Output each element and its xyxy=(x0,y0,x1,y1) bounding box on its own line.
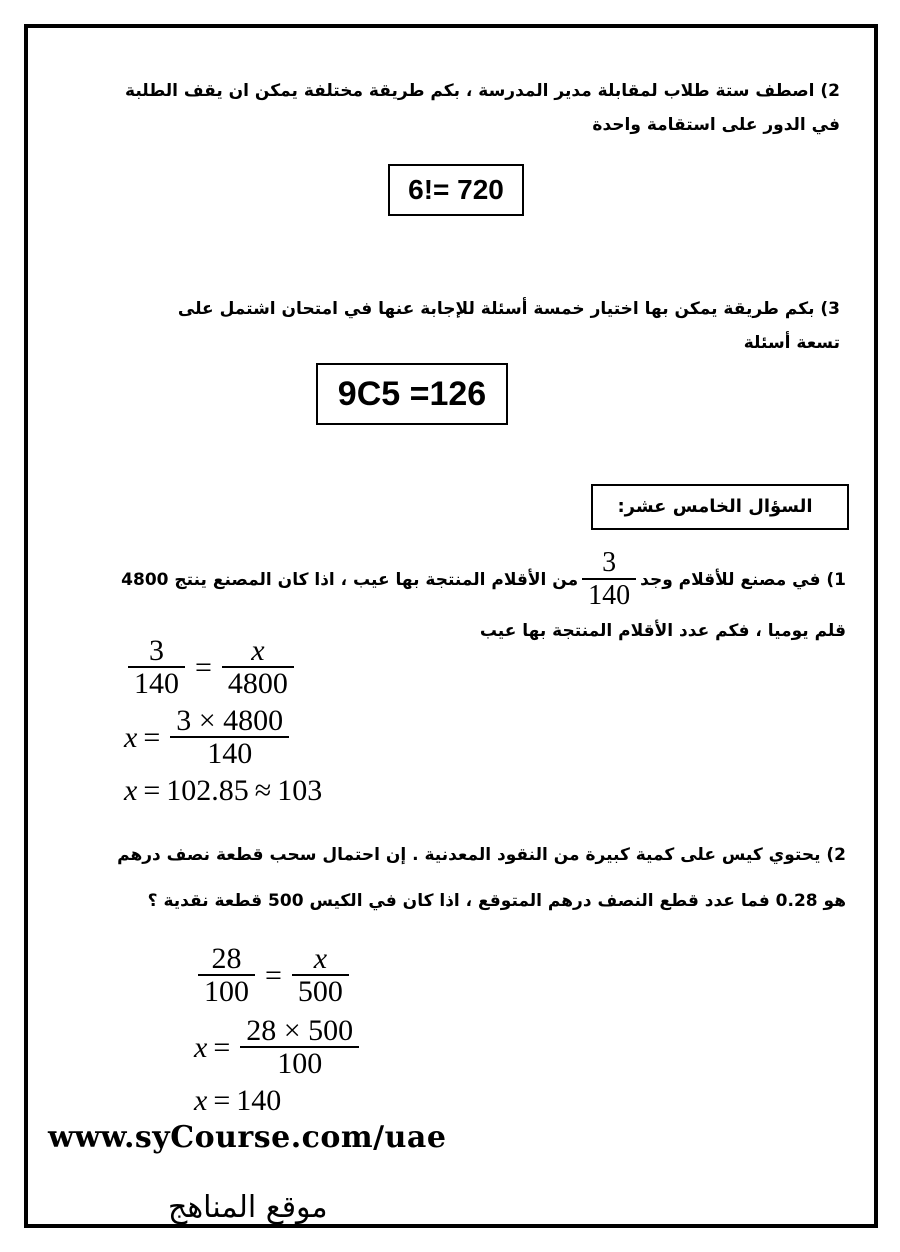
problem-1-text-a: 1) في مصنع للأقلام وجد xyxy=(640,570,846,590)
problem-2-solution xyxy=(194,942,363,1120)
question-3-text: 3) بكم طريقة يمكن بها اختيار خمسة أسئلة للإجابة عنها في امتحان اشتمل على تسعة أسئلة xyxy=(177,299,840,353)
p2-eq3: x = 140 xyxy=(194,1084,282,1117)
problem-1-solution xyxy=(124,634,323,810)
problem-2-text: 2) يحتوي كيس على كمية كبيرة من النقود المعدنية . إن احتمال سحب قطعة نصف درهم هو 0.28 فما عدد قطع النصف درهم المتوقع ، اذا كان في الكيس 500 قطعة نقدية ؟ xyxy=(117,845,846,911)
fraction-numerator: 3 xyxy=(602,547,617,578)
problem-1-line1 xyxy=(40,544,846,616)
watermark-arabic: موقع المناهج xyxy=(168,1190,328,1225)
p1-eq1: $\frac{3}{140}$ = $\frac{x}{4800}$ xyxy=(124,638,322,698)
section-title: السؤال الخامس عشر: xyxy=(591,484,849,530)
problem-1-text-b: من الأقلام المنتجة بها عيب ، اذا كان المصنع ينتج 4800 xyxy=(121,570,579,590)
answer-box-q3: 9C5 =126 xyxy=(316,363,508,425)
p1-eq2: x = $\frac{3 \times 4800}{140}$ xyxy=(124,708,322,768)
answer-box-q2: 6!= 720 xyxy=(388,164,524,216)
watermark-url: www.syCourse.com/uae xyxy=(48,1120,447,1155)
problem-1-line2: قلم يوميا ، فكم عدد الأقلام المنتجة بها عيب xyxy=(479,621,846,641)
p2-eq2: x = $\frac{28 \times 500}{100}$ xyxy=(194,1018,363,1078)
fraction-denominator: 140 xyxy=(582,578,636,612)
p1-eq3: x = 102.85 ≈ 103 xyxy=(124,774,323,807)
problem-1-inline-fraction xyxy=(582,548,636,612)
p2-eq1: $\frac{28}{100}$ = $\frac{x}{500}$ xyxy=(194,946,363,1006)
question-2-text: 2) اصطف ستة طلاب لمقابلة مدير المدرسة ، بكم طريقة مختلفة يمكن ان يقف الطلبة في الدور على استقامة واحدة xyxy=(125,81,840,135)
